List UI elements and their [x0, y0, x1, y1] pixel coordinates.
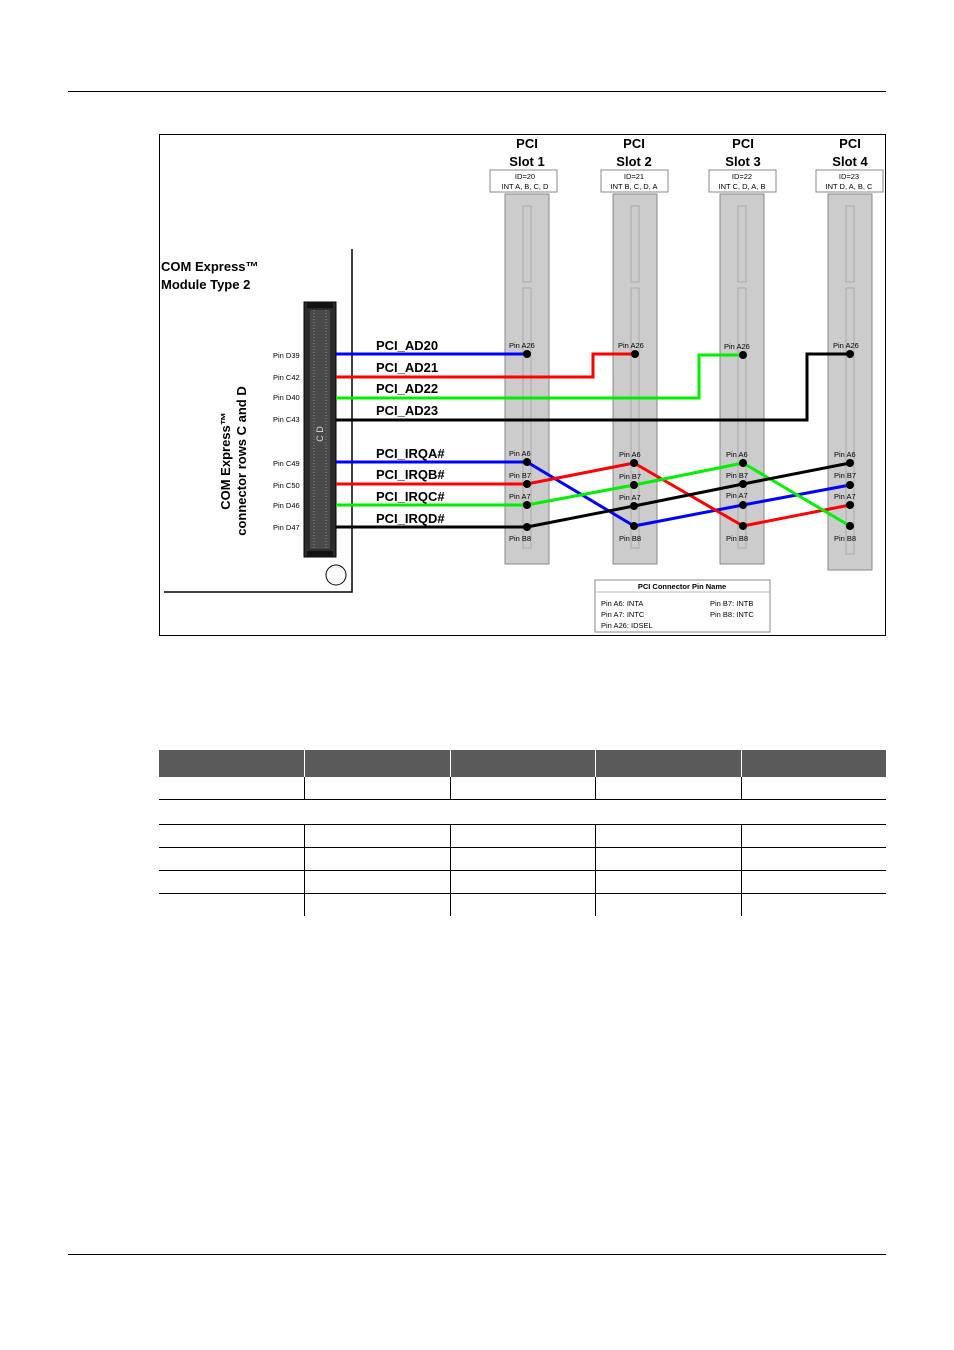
table-header-cell [450, 750, 595, 777]
svg-text:Pin A26: Pin A26 [724, 342, 750, 351]
svg-text:Pin C43: Pin C43 [273, 415, 300, 424]
svg-text:Slot 1: Slot 1 [509, 154, 545, 169]
svg-text:Pin A7: Pin A7 [509, 492, 531, 501]
svg-text:Pin C42: Pin C42 [273, 373, 300, 382]
svg-text:Pin D39: Pin D39 [273, 351, 300, 360]
svg-text:Pin B7: Pin B7 [619, 472, 642, 481]
svg-text:INT A, B, C, D: INT A, B, C, D [501, 182, 549, 191]
header-rule [68, 91, 886, 92]
svg-text:PCI_IRQD#: PCI_IRQD# [376, 511, 445, 526]
svg-text:Pin A7: INTC: Pin A7: INTC [601, 610, 645, 619]
svg-text:Pin B8: Pin B8 [619, 534, 642, 543]
svg-text:Pin C50: Pin C50 [273, 481, 300, 490]
svg-text:Pin D40: Pin D40 [273, 393, 300, 402]
svg-text:Pin A7: Pin A7 [726, 491, 748, 500]
svg-text:Pin A6: INTA: Pin A6: INTA [601, 599, 644, 608]
svg-text:Pin A6: Pin A6 [509, 449, 531, 458]
svg-text:Pin A26: IDSEL: Pin A26: IDSEL [601, 621, 653, 630]
svg-text:Pin A6: Pin A6 [726, 450, 748, 459]
table-header-cell [159, 750, 304, 777]
svg-text:PCI_AD23: PCI_AD23 [376, 403, 439, 418]
svg-text:PCI_AD20: PCI_AD20 [376, 338, 439, 353]
svg-text:PCI: PCI [732, 136, 754, 151]
svg-text:ID=23: ID=23 [838, 172, 860, 181]
svg-text:Slot 3: Slot 3 [725, 154, 761, 169]
svg-text:Slot 2: Slot 2 [616, 154, 652, 169]
svg-text:INT D, A, B, C: INT D, A, B, C [825, 182, 873, 191]
svg-text:PCI: PCI [623, 136, 645, 151]
svg-text:PCI_AD21: PCI_AD21 [376, 360, 439, 375]
svg-text:PCI_IRQB#: PCI_IRQB# [376, 467, 445, 482]
svg-text:INT C, D, A, B: INT C, D, A, B [718, 182, 766, 191]
table-header-cell [304, 750, 450, 777]
svg-text:ID=21: ID=21 [623, 172, 645, 181]
svg-text:Pin A26: Pin A26 [618, 341, 644, 350]
table-row [159, 871, 886, 894]
module-title-line1: COM Express™ [161, 259, 259, 274]
svg-text:Pin B7: Pin B7 [834, 471, 857, 480]
interrupt-table-body [159, 824, 886, 916]
interrupt-table-header [159, 750, 886, 800]
svg-text:Pin A26: Pin A26 [509, 341, 535, 350]
svg-text:Pin B7: INTB: Pin B7: INTB [710, 599, 754, 608]
table-header-row [159, 750, 886, 777]
svg-text:Pin B8: Pin B8 [726, 534, 749, 543]
svg-text:Pin B7: Pin B7 [726, 471, 749, 480]
table-row [159, 777, 886, 800]
module-title-line2: Module Type 2 [161, 277, 251, 292]
svg-text:PCI_IRQA#: PCI_IRQA# [376, 446, 445, 461]
svg-text:Pin C49: Pin C49 [273, 459, 300, 468]
svg-text:Pin B8: Pin B8 [834, 534, 857, 543]
svg-text:Pin A7: Pin A7 [834, 492, 856, 501]
table-row [159, 825, 886, 848]
svg-text:PCI_AD22: PCI_AD22 [376, 381, 439, 396]
svg-text:PCI: PCI [516, 136, 538, 151]
svg-text:ID=22: ID=22 [731, 172, 753, 181]
svg-text:Pin D46: Pin D46 [273, 501, 300, 510]
svg-text:Pin A7: Pin A7 [619, 493, 641, 502]
svg-text:Pin B8: INTC: Pin B8: INTC [710, 610, 754, 619]
svg-text:PCI: PCI [839, 136, 861, 151]
pci-routing-diagram [159, 134, 886, 636]
pci-slot-4 [828, 194, 872, 570]
svg-text:PCI_IRQC#: PCI_IRQC# [376, 489, 445, 504]
connector-label-line1: COM Express™ [218, 412, 233, 510]
svg-text:Pin A6: Pin A6 [619, 450, 641, 459]
svg-text:Pin D47: Pin D47 [273, 523, 300, 532]
svg-text:Pin A26: Pin A26 [833, 341, 859, 350]
svg-text:INT B, C, D, A: INT B, C, D, A [610, 182, 658, 191]
svg-text:Pin B8: Pin B8 [509, 534, 532, 543]
mounting-hole [326, 565, 346, 585]
connector-id-label: C D [315, 426, 325, 442]
table-header-cell [595, 750, 741, 777]
svg-text:Pin A6: Pin A6 [834, 450, 856, 459]
svg-text:Pin B7: Pin B7 [509, 471, 532, 480]
svg-text:ID=20: ID=20 [514, 172, 536, 181]
footer-rule [68, 1254, 886, 1255]
connector-label-line2: connector rows C and D [234, 386, 249, 536]
pin-name-legend [595, 580, 770, 632]
svg-text:PCI Connector Pin Name: PCI Connector Pin Name [637, 582, 727, 591]
table-header-cell [741, 750, 886, 777]
svg-text:Slot 4: Slot 4 [832, 154, 868, 169]
table-row [159, 894, 886, 917]
table-row [159, 848, 886, 871]
